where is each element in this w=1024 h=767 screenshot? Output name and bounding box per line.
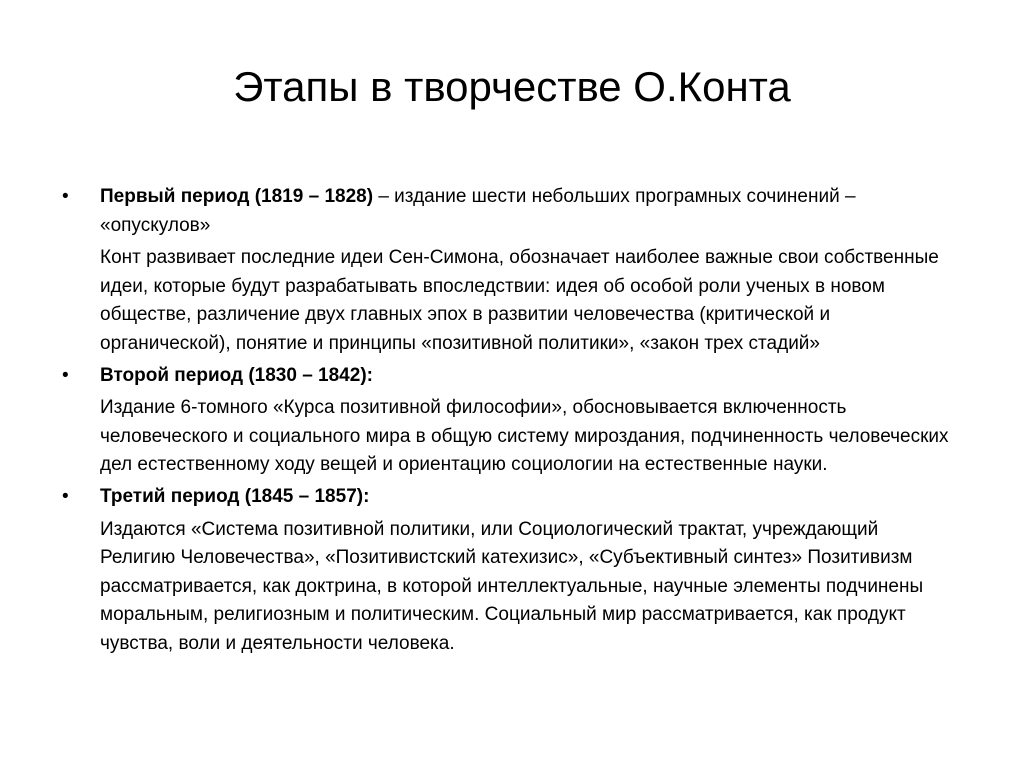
period-item-2 [60, 362, 960, 480]
bullet-icon: • [62, 485, 69, 507]
period-description: Издание 6-томного «Курса позитивной философии», обосновывается включенность человеческого и социального мира в общую систему мироздания, подчиненность человеческих дел естественному ходу вещей и ориентацию социологии на естественные науки. [100, 397, 949, 476]
slide-title: Этапы в творчестве О.Конта [233, 63, 791, 110]
period-heading-line [100, 362, 960, 391]
period-item-3 [60, 483, 960, 659]
bullet-icon: • [62, 364, 69, 386]
period-description: Издаются «Система позитивной политики, или Социологический трактат, учреждающий Религию Человечества», «Позитивистский катехизис», «Субъективный синтез» Позитивизм рассматривается, как доктрина, в которой интеллектуальные, научные элементы подчинены моральным, религиозным и политическим. Социальный мир рассматривается, как продукт чувства, воли и деятельности человека. [100, 518, 924, 654]
period-heading: Второй период (1830 – 1842): [100, 364, 373, 386]
period-heading-rest: – издание шести небольших програмных сочинений – «опускулов» [100, 186, 856, 236]
period-heading-line [100, 183, 880, 240]
period-description: Конт развивает последние идеи Сен-Симона, обозначает наиболее важные свои собственные идеи, которые будут разрабатывать впоследствии: идея об особой роли ученых в новом обществе, различение двух главных эпох в развитии человечества (критической и органической), понятие и принципы «позитивной политики», «закон трех стадий» [100, 247, 939, 354]
bullet-icon: • [62, 186, 69, 207]
period-item-1 [60, 183, 960, 359]
period-list [60, 183, 960, 659]
period-heading: Первый период (1819 – 1828) [100, 186, 374, 207]
period-heading-line [100, 483, 960, 512]
period-heading: Третий период (1845 – 1857): [100, 485, 370, 507]
